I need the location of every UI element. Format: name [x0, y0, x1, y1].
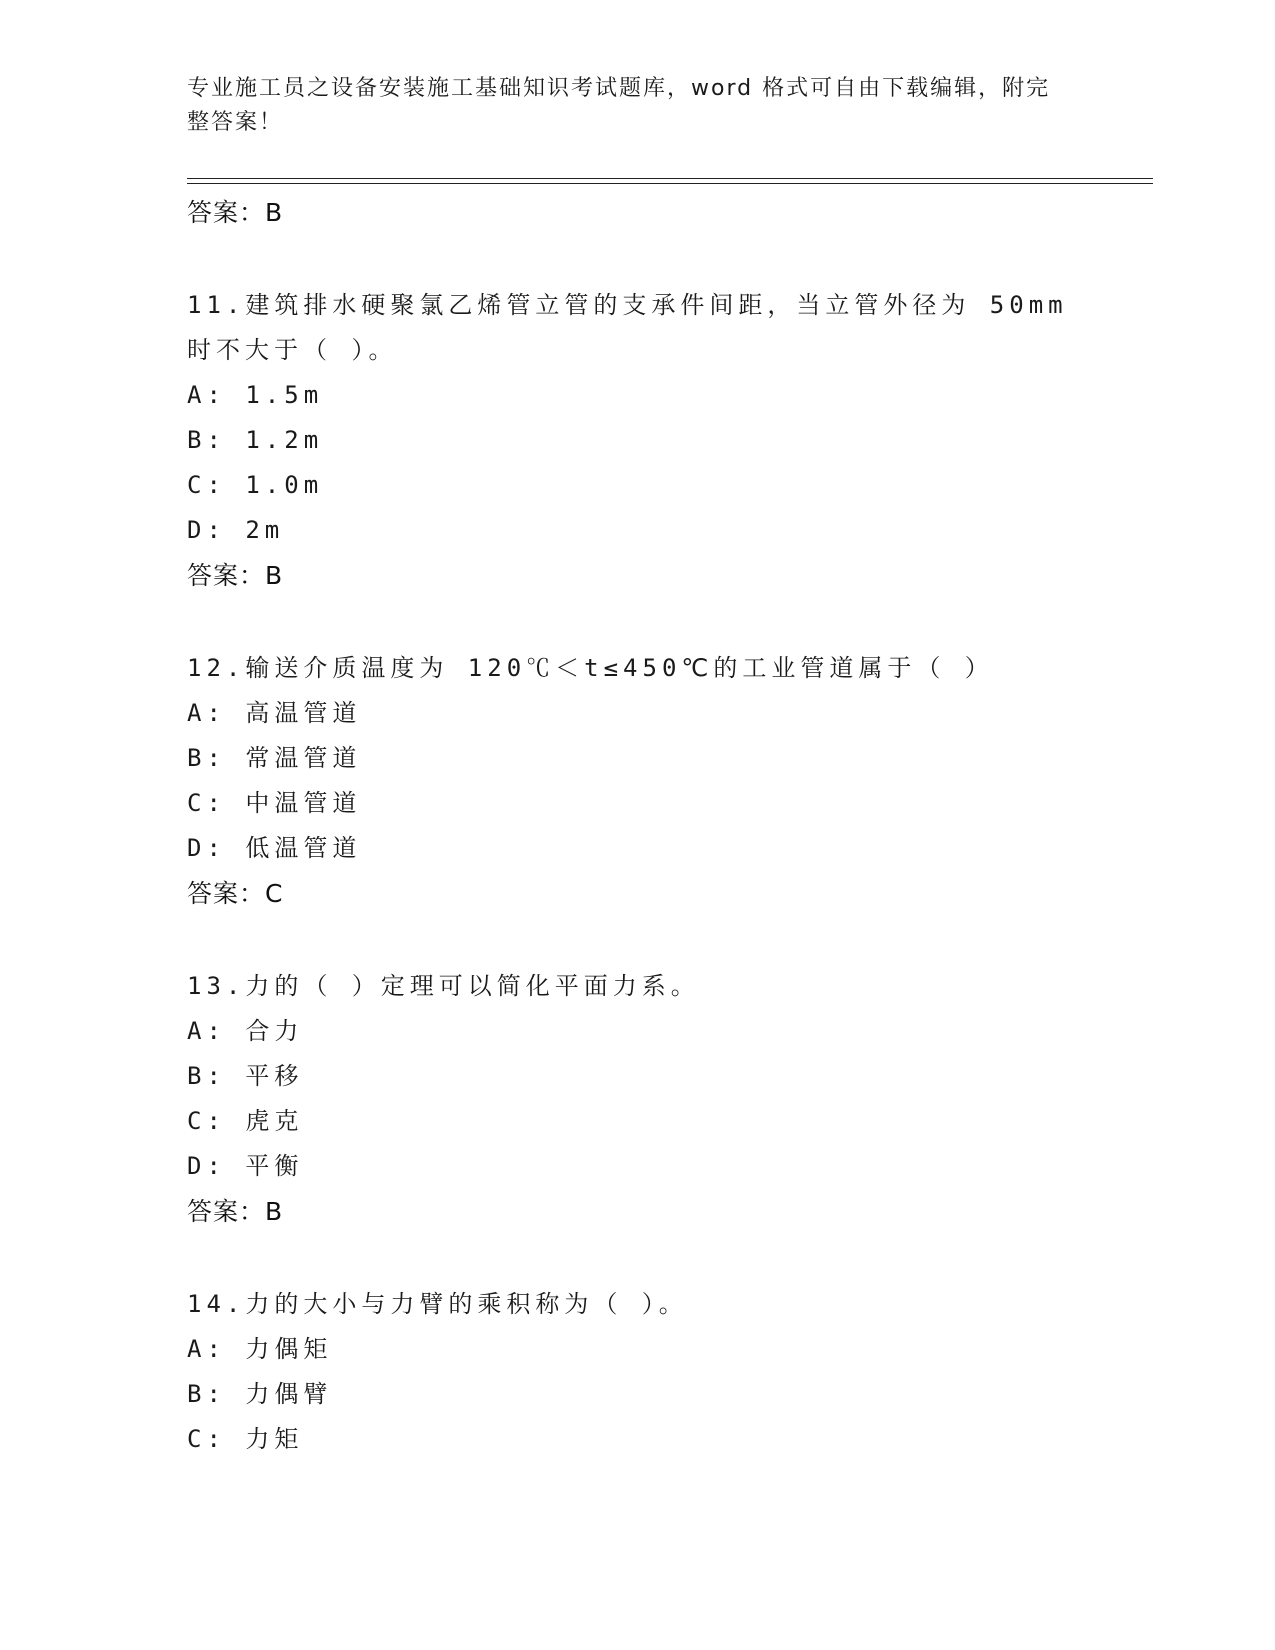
question-stem: 12.输送介质温度为 120℃＜t≤450℃的工业管道属于（ ） [187, 654, 994, 682]
question-13 [187, 964, 1087, 1234]
option-d: D: 低温管道 [187, 834, 362, 862]
question-11 [187, 283, 1087, 598]
header-rule-top [187, 178, 1153, 179]
option-b: B: 1.2m [187, 426, 324, 454]
question-stem: 11.建筑排水硬聚氯乙烯管立管的支承件间距，当立管外径为 50mm 时不大于（ ）。 [187, 291, 1068, 364]
question-12 [187, 646, 1087, 916]
option-a: A: 1.5m [187, 381, 324, 409]
question-14 [187, 1282, 1087, 1462]
document-header: 专业施工员之设备安装施工基础知识考试题库，word 格式可自由下载编辑，附完整答案！ [187, 76, 1051, 135]
option-a: A: 合力 [187, 1017, 304, 1045]
question-stem: 14.力的大小与力臂的乘积称为（ ）。 [187, 1290, 688, 1318]
answer-line: 答案：C [187, 879, 284, 908]
document-body [187, 190, 1087, 1462]
answer-line: 答案：B [187, 198, 284, 227]
option-b: B: 常温管道 [187, 744, 362, 772]
option-c: C: 中温管道 [187, 789, 362, 817]
answer-line: 答案：B [187, 561, 284, 590]
option-c: C: 力矩 [187, 1425, 304, 1453]
option-a: A: 力偶矩 [187, 1335, 333, 1363]
option-d: D: 2m [187, 516, 285, 544]
option-b: B: 平移 [187, 1062, 304, 1090]
answer-line: 答案：B [187, 1197, 284, 1226]
option-c: C: 1.0m [187, 471, 324, 499]
question-stem: 13.力的（ ）定理可以简化平面力系。 [187, 972, 700, 1000]
option-c: C: 虎克 [187, 1107, 304, 1135]
option-d: D: 平衡 [187, 1152, 304, 1180]
header-rule-bottom [187, 183, 1153, 184]
option-a: A: 高温管道 [187, 699, 362, 727]
option-b: B: 力偶臂 [187, 1380, 333, 1408]
